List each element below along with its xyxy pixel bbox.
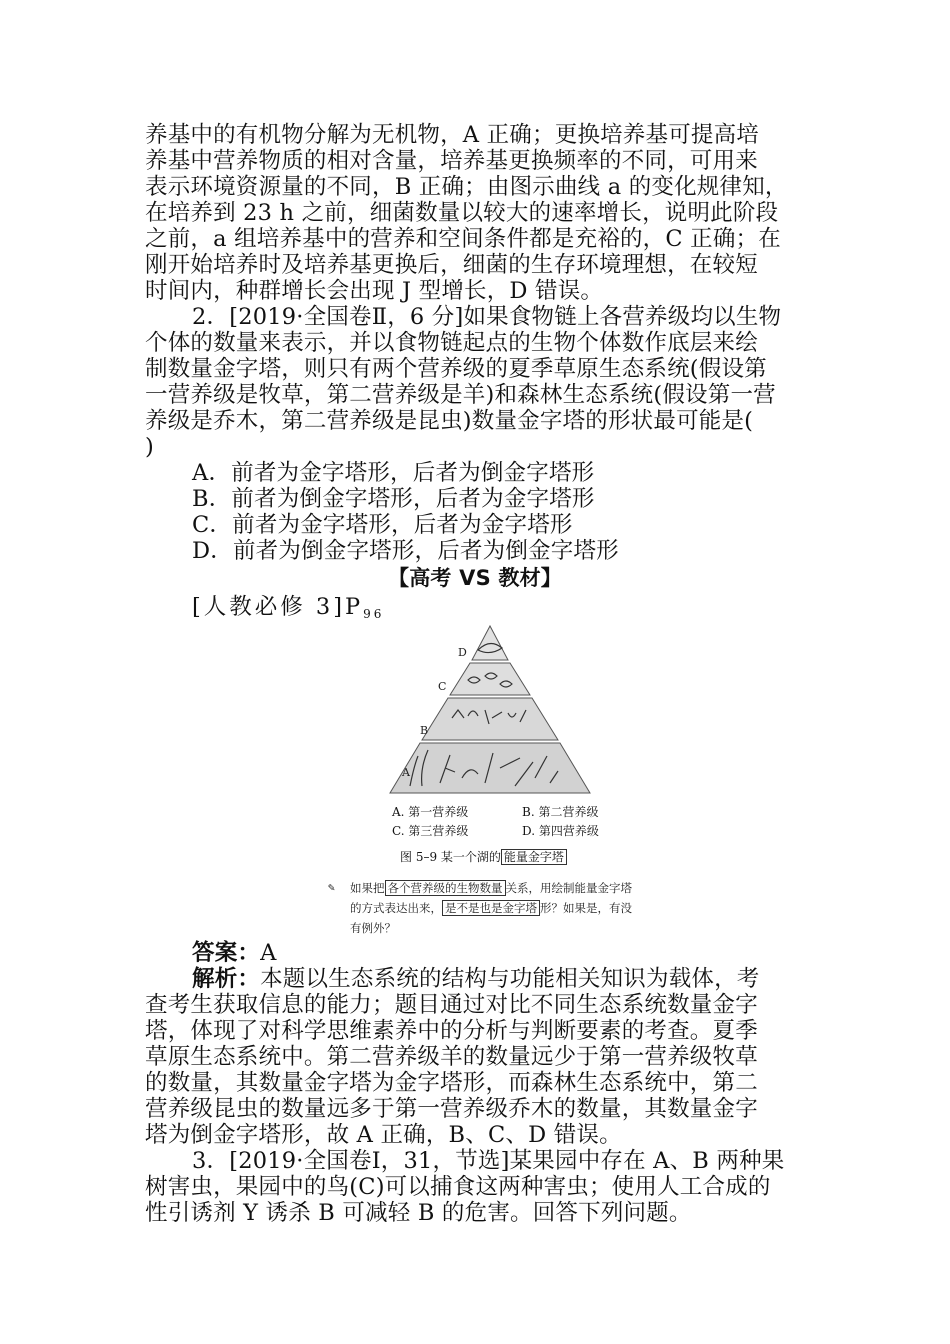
analysis-label: 解析：	[192, 966, 261, 992]
q2-line: )	[145, 434, 154, 460]
analysis-line: 塔为倒金字塔形，故 A 正确，B、C、D 错误。	[145, 1122, 622, 1148]
note-text: 的方式表达出来，	[350, 901, 442, 915]
q2-line: 个体的数量来表示，并以食物链起点的生物个体数作底层来绘	[145, 330, 758, 356]
answer-value: A	[260, 940, 277, 966]
answer	[192, 940, 277, 966]
pyramid-graphic	[340, 618, 640, 818]
caption-boxed: 能量金字塔	[501, 849, 567, 865]
note-text: 关系，用绘制能量金字塔	[505, 881, 632, 895]
para1-line: 养基中的有机物分解为无机物，A 正确；更换培养基可提高培	[145, 122, 760, 148]
legend-c: C. 第三营养级	[392, 824, 469, 838]
analysis-line: 塔，体现了对科学思维素养中的分析与判断要素的考查。夏季	[145, 1018, 758, 1044]
textbook-ref-text: [人教必修 3]P	[192, 594, 364, 620]
q3-line: 性引诱剂 Y 诱杀 B 可减轻 B 的危害。回答下列问题。	[145, 1200, 692, 1226]
para1-line: 时间内，种群增长会出现 J 型增长，D 错误。	[145, 278, 604, 304]
analysis-line: 查考生获取信息的能力；题目通过对比不同生态系统数量金字	[145, 992, 758, 1018]
option-d: D．前者为倒金字塔形，后者为倒金字塔形	[192, 538, 619, 564]
para1-line: 在培养到 23 h 之前，细菌数量以较大的速率增长，说明此阶段	[145, 200, 779, 226]
q2-line: 一营养级是牧草，第二营养级是羊)和森林生态系统(假设第一营	[145, 382, 776, 408]
para1-line: 养基中营养物质的相对含量，培养基更换频率的不同，可用来	[145, 148, 758, 174]
level-label-c: C	[438, 680, 447, 693]
note-line-2	[350, 900, 632, 916]
tier-b	[422, 698, 558, 740]
q2-line: 养级是乔木，第二营养级是昆虫)数量金字塔的形状最可能是(	[145, 408, 754, 434]
note-pen-icon: ✎	[328, 880, 335, 894]
analysis-line	[192, 966, 760, 992]
level-label-a: A	[402, 766, 410, 779]
option-a: A．前者为金字塔形，后者为倒金字塔形	[192, 460, 595, 486]
analysis-line: 的数量，其数量金字塔为金字塔形，而森林生态系统中，第二	[145, 1070, 758, 1096]
analysis-text: 本题以生态系统的结构与功能相关知识为载体，考	[260, 966, 760, 992]
note-text: 形？如果是，有没	[540, 901, 632, 915]
legend-d: D. 第四营养级	[522, 824, 599, 838]
caption-text: 图 5–9 某一个湖的	[400, 850, 501, 864]
note-text: 如果把	[350, 881, 385, 895]
textbook-page: 96	[363, 607, 385, 621]
para1-line: 表示环境资源量的不同，B 正确；由图示曲线 a 的变化规律知，	[145, 174, 788, 200]
q2-line: 2．[2019·全国卷Ⅱ，6 分]如果食物链上各营养级均以生物	[192, 304, 782, 330]
analysis-line: 草原生态系统中。第二营养级羊的数量远少于第一营养级牧草	[145, 1044, 758, 1070]
level-label-d: D	[458, 646, 467, 659]
option-b: B．前者为倒金字塔形，后者为金字塔形	[192, 486, 595, 512]
figure-caption	[400, 848, 567, 865]
q2-line: 制数量金字塔，则只有两个营养级的夏季草原生态系统(假设第	[145, 356, 767, 382]
note-line-1	[350, 880, 632, 896]
answer-label: 答案：	[192, 940, 261, 966]
para1-line: 之前，a 组培养基中的营养和空间条件都是充裕的，C 正确；在	[145, 226, 781, 252]
note-boxed: 各个营养级的生物数量	[385, 880, 506, 896]
para1-line: 刚开始培养时及培养基更换后，细菌的生存环境理想，在较短	[145, 252, 758, 278]
section-title: 【高考 VS 教材】	[388, 566, 562, 590]
legend-b: B. 第二营养级	[522, 805, 599, 819]
tier-a	[390, 743, 590, 793]
legend-a: A. 第一营养级	[392, 805, 469, 819]
q3-line: 树害虫，果园中的鸟(C)可以捕食这两种害虫；使用人工合成的	[145, 1174, 771, 1200]
note-boxed: 是不是也是金字塔	[442, 900, 540, 916]
option-c: C．前者为金字塔形，后者为金字塔形	[192, 512, 573, 538]
note-line-3: 有例外？	[350, 921, 396, 935]
level-label-b: B	[420, 724, 429, 737]
analysis-line: 营养级昆虫的数量远多于第一营养级乔木的数量，其数量金字	[145, 1096, 758, 1122]
q3-line: 3．[2019·全国卷Ⅰ，31，节选]某果园中存在 A、B 两种果	[192, 1148, 785, 1174]
